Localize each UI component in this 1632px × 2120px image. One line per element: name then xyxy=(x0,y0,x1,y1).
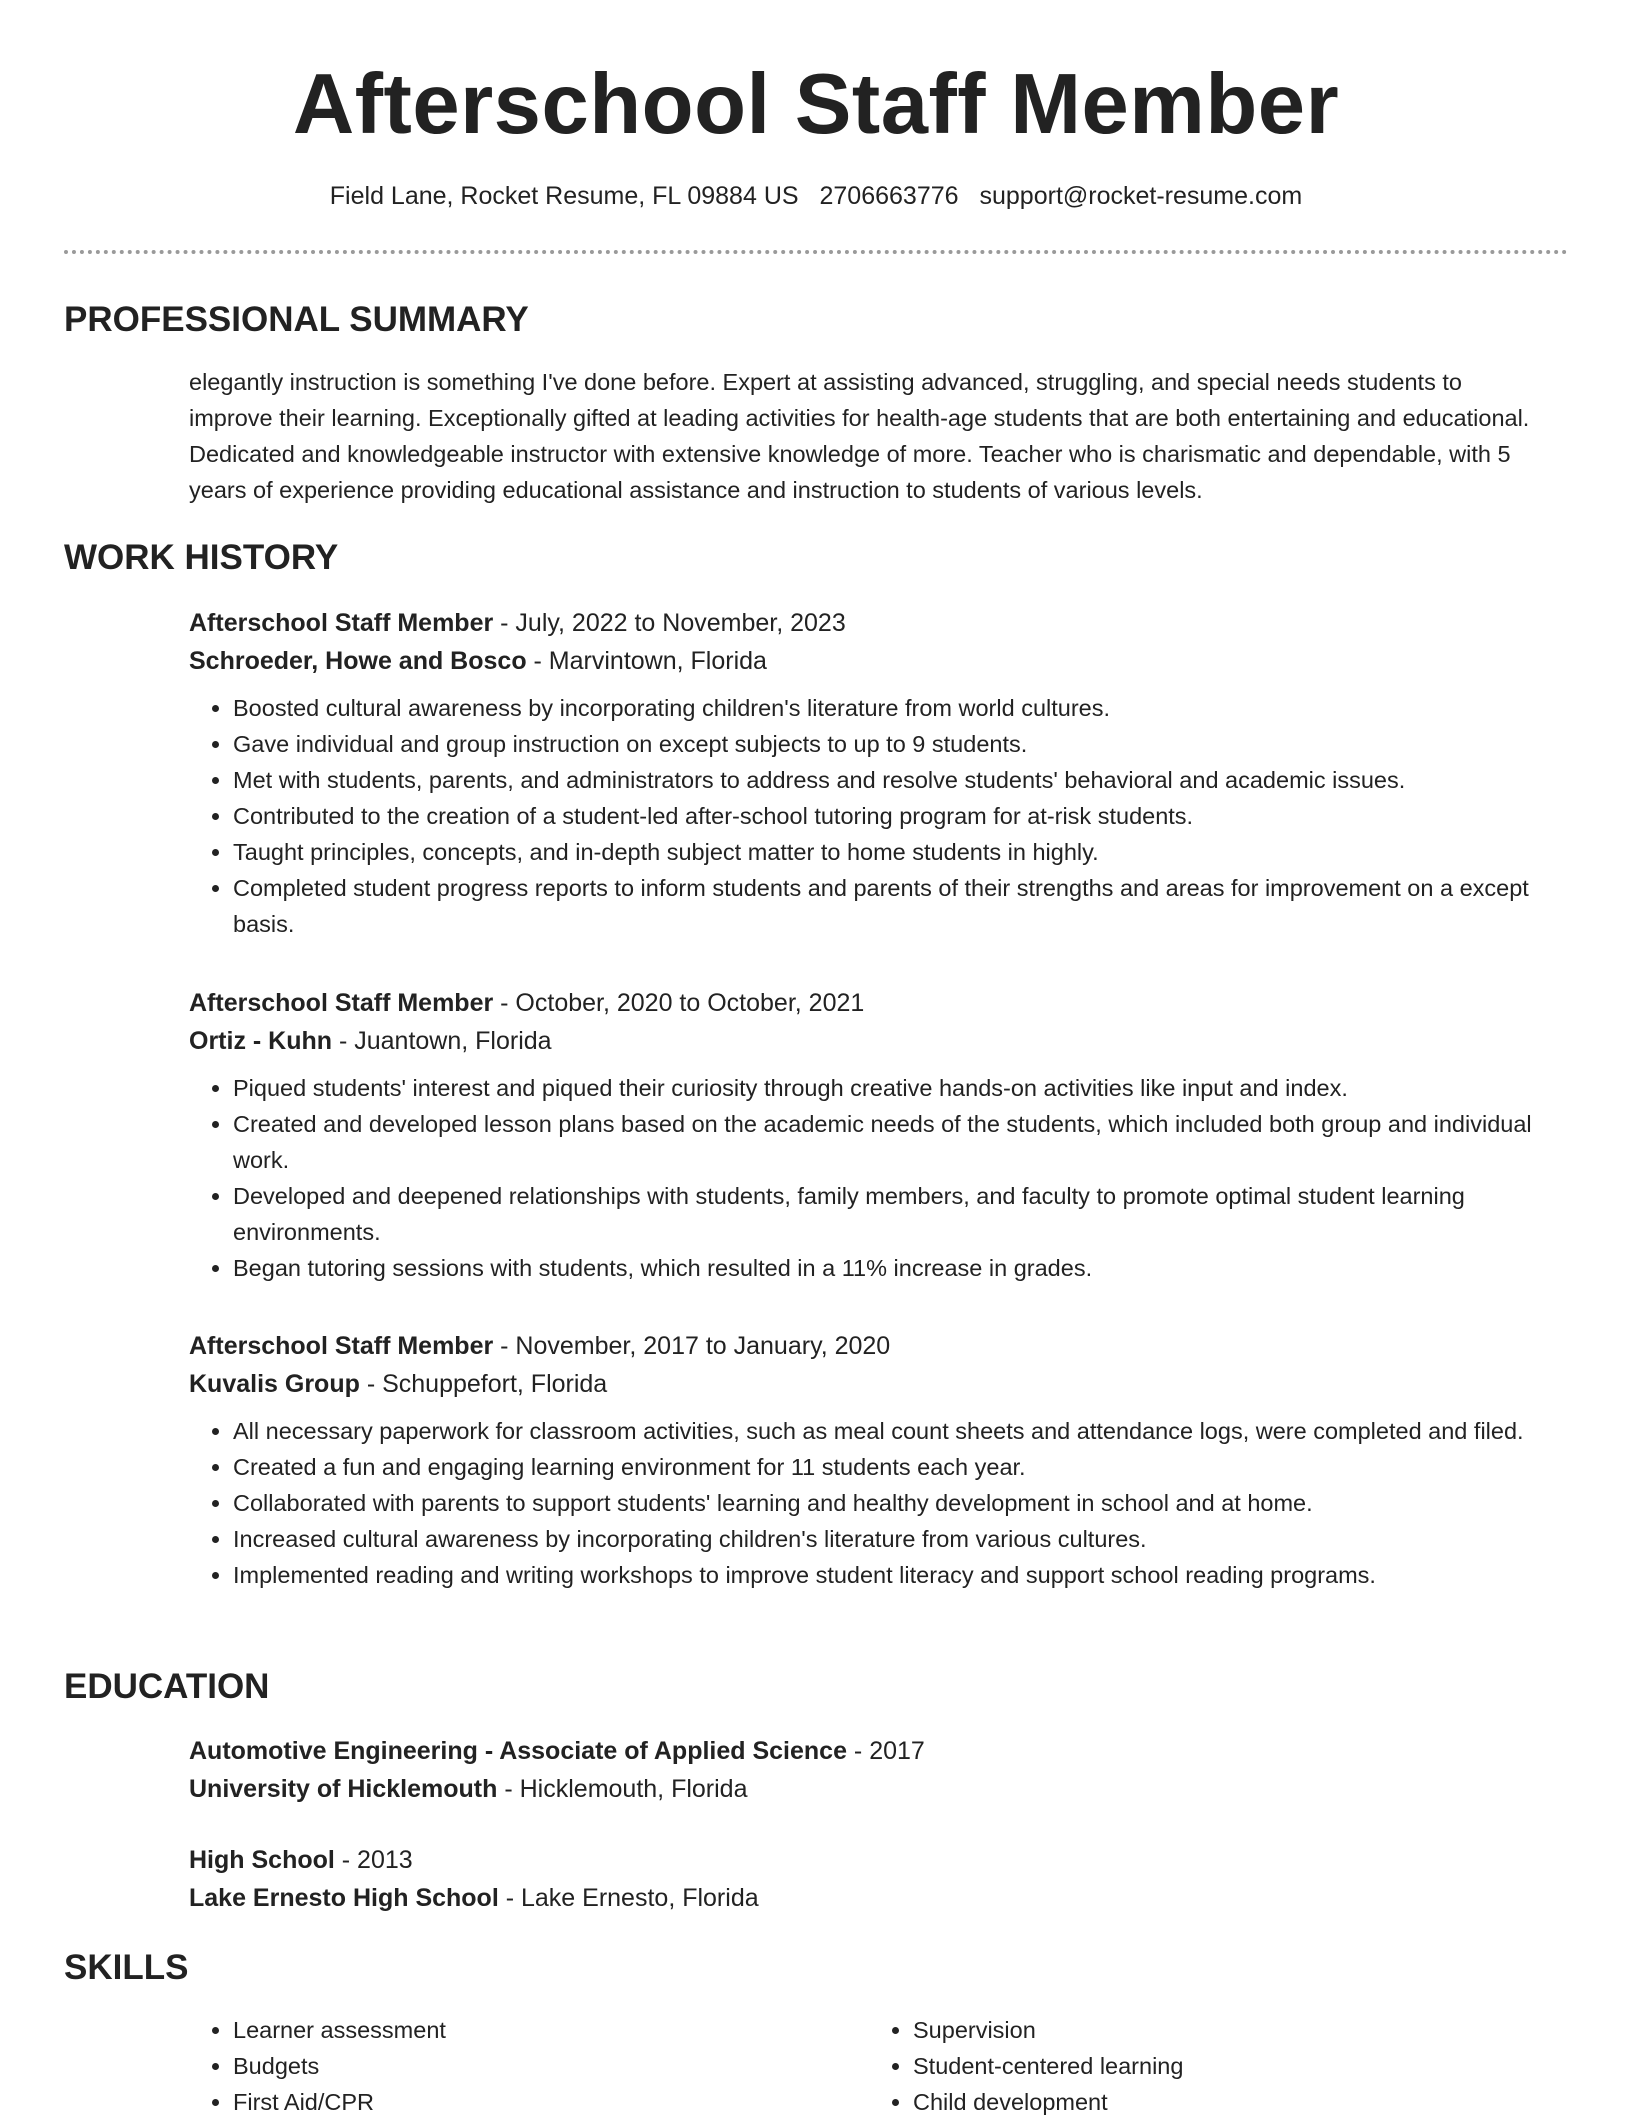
list-item: • Boosted cultural awareness by incorporating children's literature from world cultures. xyxy=(233,690,1569,726)
list-item: • Learner assessment xyxy=(233,2012,869,2048)
list-item: • Created and developed lesson plans based on the academic needs of the students, which included both group and individual work. xyxy=(233,1106,1569,1178)
skills-list xyxy=(189,2012,1569,2120)
list-item: • Implemented reading and writing workshops to improve student literacy and support school reading programs. xyxy=(233,1557,1569,1593)
list-item: • First Aid/CPR xyxy=(233,2084,869,2120)
list-item: • Contributed to the creation of a student-led after-school tutoring program for at-risk students. xyxy=(233,798,1569,834)
job-company-line xyxy=(189,642,1569,680)
skills-column-left xyxy=(189,2012,869,2120)
job-role: Afterschool Staff Member xyxy=(189,609,494,637)
education-location: - Hicklemouth, Florida xyxy=(497,1775,748,1803)
resume-name: Afterschool Staff Member xyxy=(292,57,1340,152)
skills-column-right xyxy=(869,2012,1549,2120)
job-entry xyxy=(189,1327,1569,1593)
contact-phone: 2706663776 xyxy=(819,182,959,210)
job-dates: - November, 2017 to January, 2020 xyxy=(493,1332,891,1360)
job-company-line xyxy=(189,1365,1569,1403)
education-school-line xyxy=(189,1770,1569,1808)
job-company: Ortiz - Kuhn xyxy=(189,1027,333,1055)
job-dates: - July, 2022 to November, 2023 xyxy=(493,609,846,637)
job-company: Kuvalis Group xyxy=(189,1370,360,1398)
education-degree: Automotive Engineering - Associate of Applied Science xyxy=(189,1737,847,1765)
education-location: - Lake Ernesto, Florida xyxy=(498,1884,759,1912)
job-dates: - October, 2020 to October, 2021 xyxy=(493,989,865,1017)
list-item: • Began tutoring sessions with students, which resulted in a 11% increase in grades. xyxy=(233,1250,1569,1286)
job-bullets xyxy=(189,690,1569,942)
education-school-line xyxy=(189,1879,1569,1917)
section-title-summary: PROFESSIONAL SUMMARY xyxy=(64,300,529,339)
job-role: Afterschool Staff Member xyxy=(189,1332,494,1360)
contact-address: Field Lane, Rocket Resume, FL 09884 US xyxy=(329,182,799,210)
summary-text: elegantly instruction is something I've done before. Expert at assisting advanced, struggling, and special needs students to improve their learning. Exceptionally gifted at leading activities for health-age students that are both entertaining and educational. Dedicated and knowledgeable instructor with extensive knowledge of more. Teacher who is charismatic and dependable, with 5 years of experience providing educational assistance and instruction to students of various levels. xyxy=(189,369,1530,503)
list-item: • Completed student progress reports to inform students and parents of their strengths and areas for improvement on a except basis. xyxy=(233,870,1569,942)
job-bullets xyxy=(189,1413,1569,1593)
list-item: • Increased cultural awareness by incorporating children's literature from various cultures. xyxy=(233,1521,1569,1557)
contact-line xyxy=(0,182,1632,211)
education-year: - 2017 xyxy=(846,1737,925,1765)
education-school: Lake Ernesto High School xyxy=(189,1884,499,1912)
header-divider xyxy=(64,250,1568,254)
education-school: University of Hicklemouth xyxy=(189,1775,498,1803)
list-item: • Met with students, parents, and administrators to address and resolve students' behavioral and academic issues. xyxy=(233,762,1569,798)
list-item: • Created a fun and engaging learning environment for 11 students each year. xyxy=(233,1449,1569,1485)
job-title-line xyxy=(189,984,1569,1022)
list-item: • Piqued students' interest and piqued their curiosity through creative hands-on activities like input and index. xyxy=(233,1070,1569,1106)
section-title-work: WORK HISTORY xyxy=(64,538,339,577)
list-item: • Budgets xyxy=(233,2048,869,2084)
job-location: - Marvintown, Florida xyxy=(526,647,767,675)
list-item: • Developed and deepened relationships with students, family members, and faculty to promote optimal student learning environments. xyxy=(233,1178,1569,1250)
list-item: • All necessary paperwork for classroom activities, such as meal count sheets and attendance logs, were completed and filed. xyxy=(233,1413,1569,1449)
contact-email: support@rocket-resume.com xyxy=(979,182,1303,210)
education-year: - 2013 xyxy=(334,1846,413,1874)
job-title-line xyxy=(189,604,1569,642)
job-entry xyxy=(189,604,1569,942)
education-degree-line xyxy=(189,1732,1569,1770)
list-item: • Taught principles, concepts, and in-depth subject matter to home students in highly. xyxy=(233,834,1569,870)
job-role: Afterschool Staff Member xyxy=(189,989,494,1017)
job-company: Schroeder, Howe and Bosco xyxy=(189,647,527,675)
job-company-line xyxy=(189,1022,1569,1060)
education-entry xyxy=(189,1732,1569,1808)
job-bullets xyxy=(189,1070,1569,1286)
section-title-education: EDUCATION xyxy=(64,1667,270,1706)
list-item: • Student-centered learning xyxy=(913,2048,1549,2084)
section-title-skills: SKILLS xyxy=(64,1948,189,1987)
list-item: • Gave individual and group instruction on except subjects to up to 9 students. xyxy=(233,726,1569,762)
job-title-line xyxy=(189,1327,1569,1365)
list-item: • Collaborated with parents to support students' learning and healthy development in school and at home. xyxy=(233,1485,1569,1521)
job-location: - Juantown, Florida xyxy=(332,1027,552,1055)
list-item: • Child development xyxy=(913,2084,1549,2120)
job-location: - Schuppefort, Florida xyxy=(359,1370,608,1398)
job-entry xyxy=(189,984,1569,1286)
education-degree: High School xyxy=(189,1846,335,1874)
education-degree-line xyxy=(189,1841,1569,1879)
list-item: • Supervision xyxy=(913,2012,1549,2048)
education-entry xyxy=(189,1841,1569,1917)
